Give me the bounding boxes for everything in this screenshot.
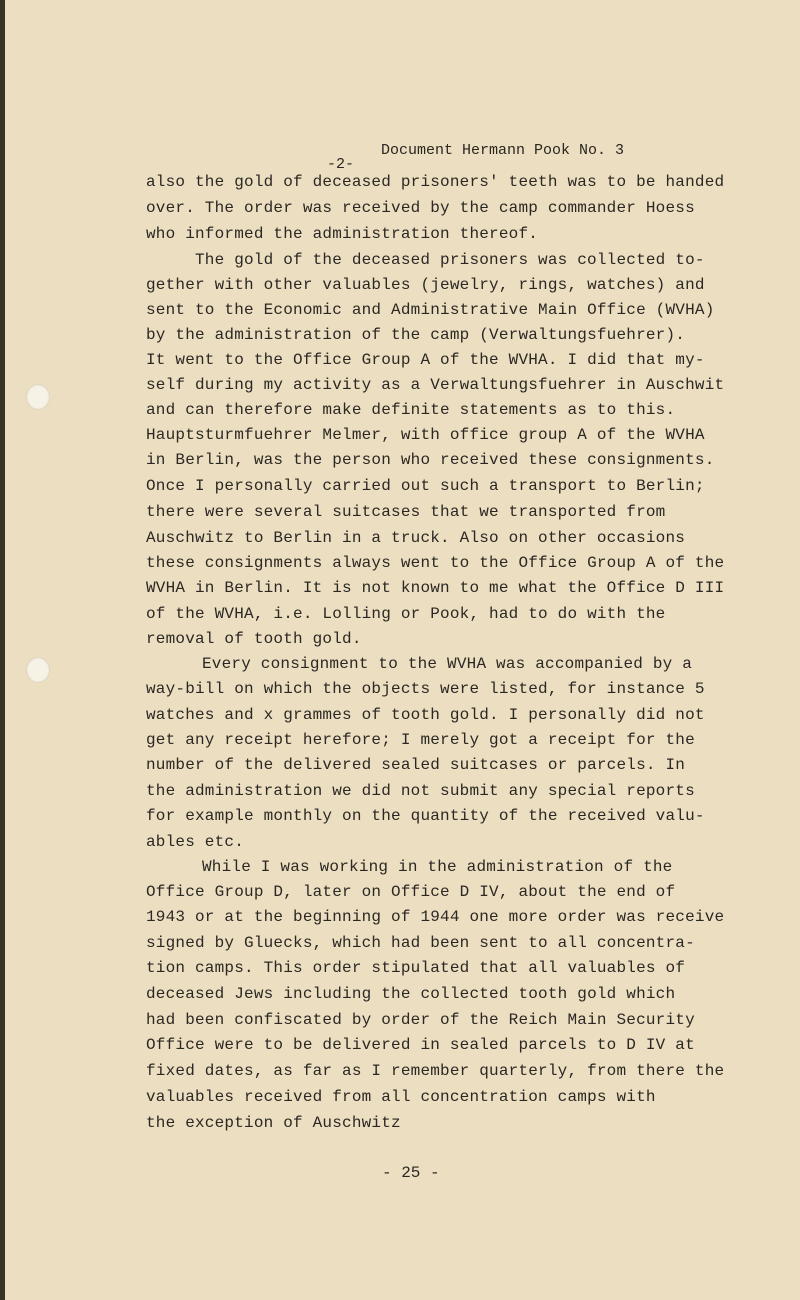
text-line: fixed dates, as far as I remember quarterly, from there the <box>146 1062 725 1080</box>
text-line: valuables received from all concentration camps with <box>146 1088 656 1106</box>
text-line: ables etc. <box>146 833 245 851</box>
text-line: Office Group D, later on Office D IV, about the end of <box>146 883 676 901</box>
text-line: self during my activity as a Verwaltungsfuehrer in Auschwit <box>146 376 725 394</box>
text-line: watches and x grammes of tooth gold. I personally did not <box>146 706 705 724</box>
page-number: - 25 - <box>382 1164 440 1182</box>
text-line: who informed the administration thereof. <box>146 225 539 243</box>
text-line: in Berlin, was the person who received these consignments. <box>146 451 715 469</box>
text-line: WVHA in Berlin. It is not known to me what the Office D III <box>146 579 725 597</box>
text-line: sent to the Economic and Administrative Main Office (WVHA) <box>146 301 715 319</box>
text-line: the administration we did not submit any special reports <box>146 782 695 800</box>
text-line: tion camps. This order stipulated that all valuables of <box>146 959 686 977</box>
text-line: gether with other valuables (jewelry, rings, watches) and <box>146 276 705 294</box>
text-line: deceased Jews including the collected tooth gold which <box>146 985 676 1003</box>
text-line: Every consignment to the WVHA was accompanied by a <box>202 655 693 673</box>
text-line: Once I personally carried out such a transport to Berlin; <box>146 477 705 495</box>
text-line: also the gold of deceased prisoners' teeth was to be handed <box>146 173 725 191</box>
text-line: Auschwitz to Berlin in a truck. Also on other occasions <box>146 529 686 547</box>
text-line: had been confiscated by order of the Reich Main Security <box>146 1011 695 1029</box>
text-line: The gold of the deceased prisoners was collected to- <box>195 251 705 269</box>
text-line: removal of tooth gold. <box>146 630 362 648</box>
page-marker: -2- <box>327 156 355 173</box>
text-line: Hauptsturmfuehrer Melmer, with office group A of the WVHA <box>146 426 705 444</box>
text-line: While I was working in the administration of the <box>202 858 673 876</box>
text-line: way-bill on which the objects were listed, for instance 5 <box>146 680 705 698</box>
text-line: and can therefore make definite statements as to this. <box>146 401 676 419</box>
text-line: by the administration of the camp (Verwaltungsfuehrer). <box>146 326 686 344</box>
text-line: the exception of Auschwitz <box>146 1114 401 1132</box>
text-line: It went to the Office Group A of the WVHA. I did that my- <box>146 351 705 369</box>
text-line: get any receipt herefore; I merely got a receipt for the <box>146 731 695 749</box>
document-title: Document Hermann Pook No. 3 <box>381 142 625 159</box>
text-line: over. The order was received by the camp commander Hoess <box>146 199 695 217</box>
text-line: for example monthly on the quantity of the received valu- <box>146 807 705 825</box>
text-line: number of the delivered sealed suitcases or parcels. In <box>146 756 686 774</box>
text-line: signed by Gluecks, which had been sent to all concentra- <box>146 934 695 952</box>
text-line: there were several suitcases that we transported from <box>146 503 666 521</box>
text-line: Office were to be delivered in sealed parcels to D IV at <box>146 1036 695 1054</box>
text-line: 1943 or at the beginning of 1944 one more order was receive <box>146 908 725 926</box>
text-line: of the WVHA, i.e. Lolling or Pook, had to do with the <box>146 605 666 623</box>
text-line: these consignments always went to the Office Group A of the <box>146 554 725 572</box>
